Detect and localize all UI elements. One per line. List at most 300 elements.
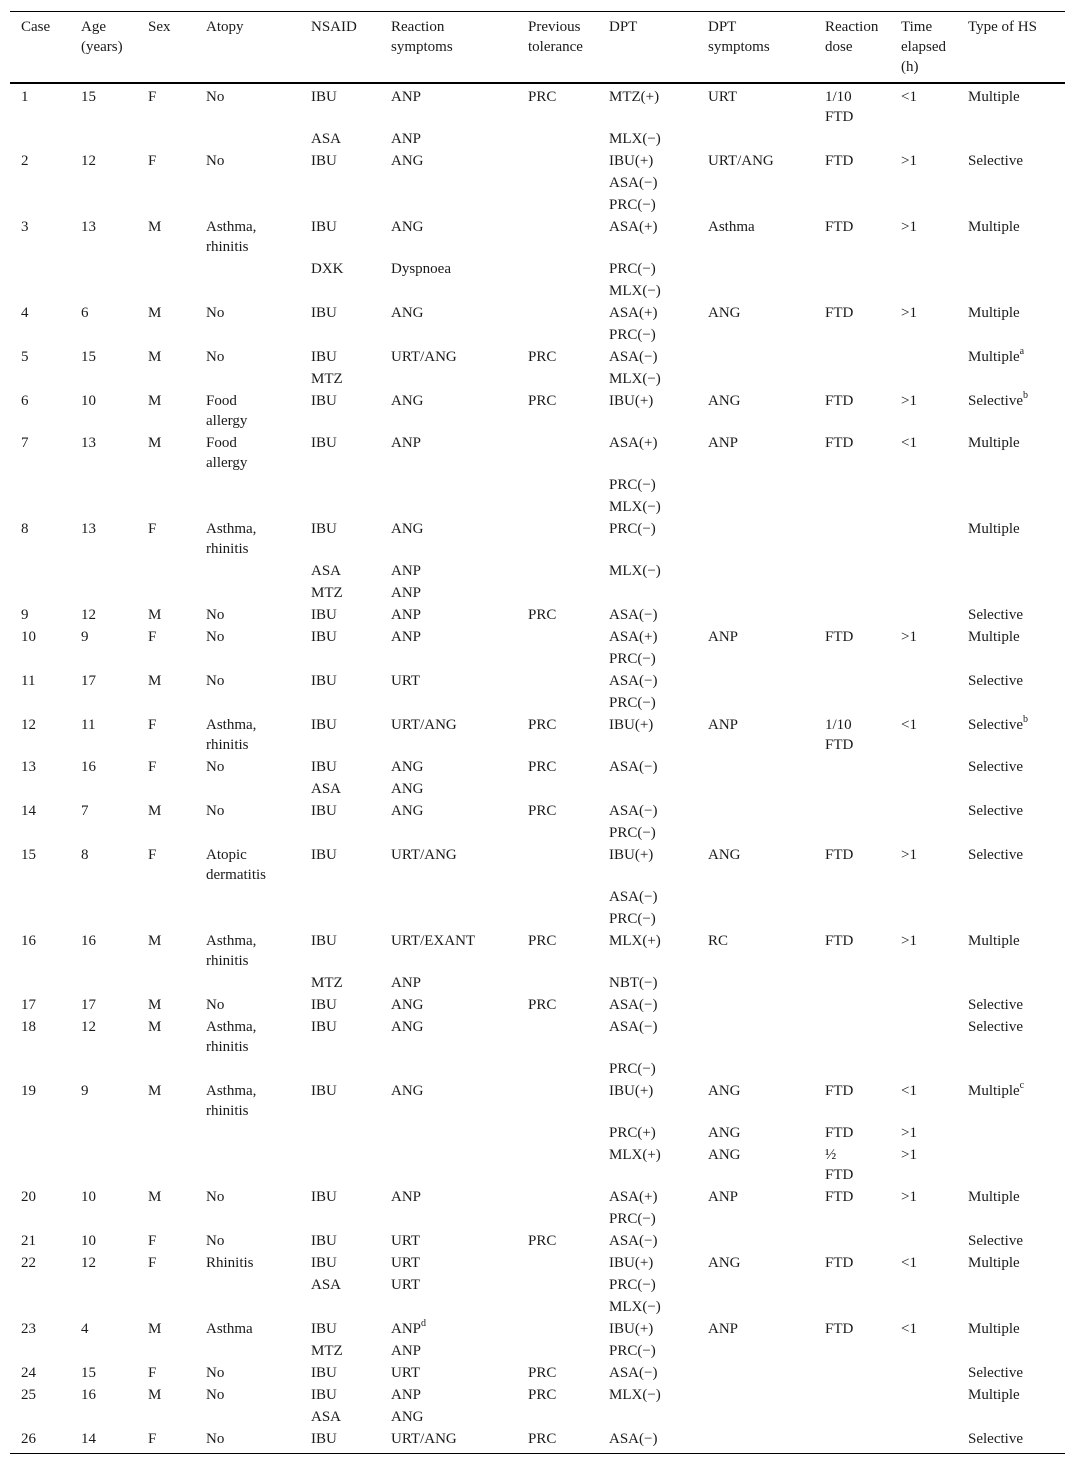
cell-text: ASA(+) xyxy=(609,305,658,321)
cell-reaction-dose xyxy=(825,1081,899,1101)
cell-text: FTD xyxy=(825,1321,854,1337)
cell-text: <1 xyxy=(901,1083,917,1099)
cell-reaction-symptoms xyxy=(391,1429,525,1449)
cell-text: IBU xyxy=(311,305,337,321)
cell-text: ANP xyxy=(391,585,422,601)
cell-reaction-symptoms xyxy=(391,303,525,323)
cell-reaction-dose xyxy=(825,1145,899,1185)
cell-atopy xyxy=(206,1017,308,1057)
cell-text: 21 xyxy=(21,1233,36,1249)
cell-dpt-symptoms xyxy=(708,303,822,323)
cell-type-of-hs xyxy=(968,1081,1063,1101)
cell-reaction-symptoms xyxy=(391,1017,525,1037)
cell-atopy xyxy=(206,1253,308,1273)
cell-text: 9 xyxy=(81,1083,89,1099)
header-dpt: DPT xyxy=(609,19,638,35)
cell-text: FTD xyxy=(825,1189,854,1205)
cell-text: ANP xyxy=(391,607,422,623)
cell-reaction-symptoms xyxy=(391,801,525,821)
cell-time-elapsed xyxy=(901,151,965,171)
cell-text: M xyxy=(148,607,162,623)
cell-dpt xyxy=(609,757,705,777)
cell-time-elapsed xyxy=(901,391,965,411)
cell-dpt xyxy=(609,1275,705,1295)
cell-text: URT/ANG xyxy=(391,847,457,863)
cell-case xyxy=(21,151,79,171)
cell-reaction-dose xyxy=(825,433,899,453)
cell-atopy xyxy=(206,217,308,257)
cell-reaction-symptoms xyxy=(391,151,525,171)
cell-text: PRC xyxy=(528,1365,557,1381)
cell-text: <1 xyxy=(901,89,917,105)
cell-text: MLX(−) xyxy=(609,499,661,515)
cell-atopy xyxy=(206,1187,308,1207)
cell-nsaid xyxy=(311,129,389,149)
cell-case xyxy=(21,931,79,951)
cell-age xyxy=(81,1385,143,1405)
cell-text: F xyxy=(148,521,157,537)
cell-dpt xyxy=(609,1297,705,1317)
cell-case xyxy=(21,995,79,1015)
cell-text: 9 xyxy=(21,607,29,623)
cell-reaction-symptoms xyxy=(391,973,525,993)
cell-time-elapsed xyxy=(901,845,965,865)
cell-text: ANG xyxy=(391,803,424,819)
cell-text: >1 xyxy=(901,153,917,169)
cell-type-of-hs xyxy=(968,605,1063,625)
cell-text: FTD xyxy=(825,393,854,409)
cell-text: PRC(−) xyxy=(609,825,656,841)
cell-nsaid xyxy=(311,779,389,799)
cell-text: 15 xyxy=(81,349,96,365)
cell-reaction-symptoms xyxy=(391,1319,525,1339)
cell-nsaid xyxy=(311,1253,389,1273)
cell-nsaid xyxy=(311,671,389,691)
cell-dpt xyxy=(609,1385,705,1405)
cell-sex xyxy=(148,519,204,539)
cell-dpt xyxy=(609,497,705,517)
cell-text: Selective xyxy=(968,1431,1023,1447)
cell-text: ANG xyxy=(708,1255,741,1271)
cell-text: 17 xyxy=(21,997,36,1013)
cell-dpt xyxy=(609,433,705,453)
cell-time-elapsed xyxy=(901,433,965,453)
cell-text: IBU xyxy=(311,393,337,409)
cell-nsaid xyxy=(311,519,389,539)
cell-text: PRC xyxy=(528,717,557,733)
cell-age xyxy=(81,151,143,171)
cell-text: IBU xyxy=(311,803,337,819)
cell-text: Multiple xyxy=(968,305,1020,321)
cell-text: Multiple xyxy=(968,89,1020,105)
header-type-of-hs: Type of HS xyxy=(968,19,1037,35)
cell-text: ANP xyxy=(708,435,739,451)
cell-text: IBU xyxy=(311,219,337,235)
cell-text: IBU xyxy=(311,1189,337,1205)
cell-reaction-symptoms xyxy=(391,715,525,735)
cell-dpt xyxy=(609,151,705,171)
cell-text: ANG xyxy=(391,1019,424,1035)
cell-reaction-dose xyxy=(825,217,899,237)
cell-type-of-hs xyxy=(968,995,1063,1015)
cell-text: Multiple xyxy=(968,1083,1020,1099)
cell-atopy xyxy=(206,303,308,323)
cell-text: PRC(−) xyxy=(609,1211,656,1227)
cell-text: ANG xyxy=(708,1083,741,1099)
cell-previous-tolerance xyxy=(528,801,606,821)
cell-previous-tolerance xyxy=(528,1363,606,1383)
cell-case xyxy=(21,1429,79,1449)
cell-text: ASA(−) xyxy=(609,997,658,1013)
cell-previous-tolerance xyxy=(528,391,606,411)
cell-dpt-symptoms xyxy=(708,1253,822,1273)
cell-type-of-hs xyxy=(968,1253,1063,1273)
cell-text: IBU xyxy=(311,629,337,645)
cell-text: MTZ(+) xyxy=(609,89,660,105)
cell-dpt xyxy=(609,887,705,907)
cell-sex xyxy=(148,151,204,171)
cell-text: No xyxy=(206,1189,225,1205)
footnote-marker: b xyxy=(1022,714,1028,725)
cell-time-elapsed xyxy=(901,217,965,237)
cell-dpt xyxy=(609,1231,705,1251)
cell-type-of-hs xyxy=(968,931,1063,951)
cell-text: Asthma, rhinitis xyxy=(206,717,257,753)
cell-case xyxy=(21,1319,79,1339)
cell-type-of-hs xyxy=(968,519,1063,539)
cell-age xyxy=(81,303,143,323)
cell-text: ANG xyxy=(708,393,741,409)
cell-nsaid xyxy=(311,973,389,993)
cell-text: PRC(−) xyxy=(609,521,656,537)
cell-text: No xyxy=(206,349,225,365)
cell-reaction-dose xyxy=(825,715,899,755)
cell-text: Selective xyxy=(968,607,1023,623)
cell-text: Multiple xyxy=(968,219,1020,235)
cell-text: URT xyxy=(708,89,738,105)
cell-text: ASA(−) xyxy=(609,175,658,191)
cell-text: PRC(−) xyxy=(609,327,656,343)
cell-text: MLX(+) xyxy=(609,1147,661,1163)
cell-text: ANG xyxy=(391,1409,424,1425)
cell-nsaid xyxy=(311,1319,389,1339)
cell-reaction-symptoms xyxy=(391,1385,525,1405)
cell-text: Selective xyxy=(968,673,1023,689)
cell-text: M xyxy=(148,1083,162,1099)
cell-text: Food allergy xyxy=(206,393,248,429)
cell-dpt xyxy=(609,715,705,735)
cell-text: Asthma, rhinitis xyxy=(206,1019,257,1055)
cell-text: No xyxy=(206,305,225,321)
cell-time-elapsed xyxy=(901,303,965,323)
cell-time-elapsed xyxy=(901,715,965,735)
cell-text: 26 xyxy=(21,1431,36,1447)
cell-text: IBU xyxy=(311,1387,337,1403)
cell-text: 8 xyxy=(21,521,29,537)
cell-nsaid xyxy=(311,303,389,323)
cell-text: FTD xyxy=(825,219,854,235)
cell-text: PRC xyxy=(528,349,557,365)
cell-text: ANP xyxy=(391,629,422,645)
cell-dpt-symptoms xyxy=(708,1123,822,1143)
cell-dpt xyxy=(609,303,705,323)
cell-text: >1 xyxy=(901,933,917,949)
cell-time-elapsed xyxy=(901,1319,965,1339)
cell-nsaid xyxy=(311,1275,389,1295)
cell-text: <1 xyxy=(901,435,917,451)
cell-reaction-symptoms xyxy=(391,605,525,625)
cell-text: PRC(−) xyxy=(609,1343,656,1359)
table-header-rule xyxy=(10,82,1065,84)
cell-sex xyxy=(148,845,204,865)
cell-nsaid xyxy=(311,369,389,389)
cell-dpt xyxy=(609,217,705,237)
cell-text: IBU xyxy=(311,933,337,949)
cell-text: IBU xyxy=(311,153,337,169)
cell-dpt xyxy=(609,129,705,149)
cell-text: F xyxy=(148,629,157,645)
cell-text: 11 xyxy=(21,673,36,689)
cell-case xyxy=(21,757,79,777)
cell-text: FTD xyxy=(825,1083,854,1099)
cell-sex xyxy=(148,1319,204,1339)
cell-reaction-symptoms xyxy=(391,583,525,603)
cell-text: ANP xyxy=(391,563,422,579)
cell-text: >1 xyxy=(901,1189,917,1205)
cell-text: ANP xyxy=(391,1321,422,1337)
cell-text: URT xyxy=(391,673,421,689)
cell-nsaid xyxy=(311,217,389,237)
cell-dpt xyxy=(609,693,705,713)
cell-text: IBU(+) xyxy=(609,1083,654,1099)
cell-reaction-symptoms xyxy=(391,627,525,647)
cell-text: PRC(+) xyxy=(609,1125,656,1141)
cell-age xyxy=(81,931,143,951)
cell-text: M xyxy=(148,997,162,1013)
cell-case xyxy=(21,347,79,367)
cell-text: FTD xyxy=(825,153,854,169)
cell-reaction-symptoms xyxy=(391,845,525,865)
cell-time-elapsed xyxy=(901,1123,965,1143)
cell-text: ANG xyxy=(391,781,424,797)
header-atopy: Atopy xyxy=(206,19,244,35)
cell-reaction-dose xyxy=(825,1319,899,1339)
cell-text: ASA(−) xyxy=(609,673,658,689)
cell-age xyxy=(81,1319,143,1339)
table-bottom-rule xyxy=(10,1453,1065,1454)
cell-text: M xyxy=(148,349,162,365)
cell-text: ASA(−) xyxy=(609,1019,658,1035)
cell-text: No xyxy=(206,1233,225,1249)
cell-dpt xyxy=(609,605,705,625)
cell-text: ANP xyxy=(708,629,739,645)
cell-text: 25 xyxy=(21,1387,36,1403)
cell-type-of-hs xyxy=(968,1187,1063,1207)
header-previous-tolerance: Previous tolerance xyxy=(528,19,583,55)
cell-text: IBU xyxy=(311,1431,337,1447)
cell-text: FTD xyxy=(825,305,854,321)
cell-text: ASA(+) xyxy=(609,1189,658,1205)
cell-age xyxy=(81,757,143,777)
cell-nsaid xyxy=(311,757,389,777)
cell-text: PRC(−) xyxy=(609,911,656,927)
cell-text: 12 xyxy=(81,607,96,623)
cell-type-of-hs xyxy=(968,1017,1063,1037)
cell-text: F xyxy=(148,717,157,733)
cell-text: IBU(+) xyxy=(609,153,654,169)
cell-reaction-dose xyxy=(825,303,899,323)
header-reaction-dose: Reaction dose xyxy=(825,19,879,55)
cell-type-of-hs xyxy=(968,1385,1063,1405)
cell-time-elapsed xyxy=(901,1187,965,1207)
cell-text: PRC xyxy=(528,803,557,819)
cell-text: 15 xyxy=(21,847,36,863)
cell-time-elapsed xyxy=(901,1145,965,1165)
cell-text: URT/ANG xyxy=(391,1431,457,1447)
cell-text: PRC(−) xyxy=(609,1277,656,1293)
cell-text: 13 xyxy=(81,219,96,235)
cell-reaction-symptoms xyxy=(391,1253,525,1273)
cell-dpt xyxy=(609,1319,705,1339)
cell-case xyxy=(21,671,79,691)
cell-text: 12 xyxy=(81,1255,96,1271)
cell-dpt xyxy=(609,281,705,301)
cell-atopy xyxy=(206,801,308,821)
cell-text: 7 xyxy=(21,435,29,451)
cell-nsaid xyxy=(311,1341,389,1361)
cell-dpt xyxy=(609,1341,705,1361)
cell-text: M xyxy=(148,803,162,819)
cell-text: Multiple xyxy=(968,1321,1020,1337)
cell-reaction-symptoms xyxy=(391,87,525,107)
cell-text: MTZ xyxy=(311,371,343,387)
cell-sex xyxy=(148,1081,204,1101)
cell-text: Selective xyxy=(968,1019,1023,1035)
cell-text: MTZ xyxy=(311,585,343,601)
cell-text: Selective xyxy=(968,717,1023,733)
table-top-rule xyxy=(10,11,1065,12)
cell-dpt xyxy=(609,561,705,581)
cell-nsaid xyxy=(311,1081,389,1101)
cell-text: ANP xyxy=(391,131,422,147)
cell-text: ANG xyxy=(391,759,424,775)
cell-text: F xyxy=(148,759,157,775)
cell-text: 6 xyxy=(21,393,29,409)
cell-atopy xyxy=(206,347,308,367)
cell-age xyxy=(81,1081,143,1101)
cell-text: URT/EXANT xyxy=(391,933,476,949)
cell-dpt xyxy=(609,1123,705,1143)
cell-dpt xyxy=(609,391,705,411)
cell-text: IBU xyxy=(311,89,337,105)
cell-atopy xyxy=(206,845,308,885)
cell-text: ASA(+) xyxy=(609,219,658,235)
cell-text: F xyxy=(148,89,157,105)
cell-text: Selective xyxy=(968,1365,1023,1381)
cell-text: Food allergy xyxy=(206,435,248,471)
cell-dpt-symptoms xyxy=(708,931,822,951)
cell-text: URT/ANG xyxy=(391,717,457,733)
cell-nsaid xyxy=(311,715,389,735)
cell-reaction-dose xyxy=(825,391,899,411)
cell-text: 13 xyxy=(21,759,36,775)
cell-nsaid xyxy=(311,583,389,603)
cell-text: IBU(+) xyxy=(609,393,654,409)
cell-dpt xyxy=(609,973,705,993)
cell-sex xyxy=(148,1429,204,1449)
cell-case xyxy=(21,845,79,865)
cell-time-elapsed xyxy=(901,87,965,107)
cell-case xyxy=(21,1253,79,1273)
cell-type-of-hs xyxy=(968,1363,1063,1383)
cell-text: 16 xyxy=(81,933,96,949)
cell-age xyxy=(81,671,143,691)
cell-text: ANG xyxy=(708,1147,741,1163)
cell-sex xyxy=(148,995,204,1015)
cell-dpt xyxy=(609,909,705,929)
cell-reaction-symptoms xyxy=(391,129,525,149)
cell-text: Asthma xyxy=(708,219,755,235)
cell-dpt xyxy=(609,475,705,495)
cell-text: PRC(−) xyxy=(609,477,656,493)
cell-text: PRC xyxy=(528,933,557,949)
cell-text: F xyxy=(148,1255,157,1271)
cell-sex xyxy=(148,605,204,625)
cell-reaction-symptoms xyxy=(391,1275,525,1295)
cell-text: F xyxy=(148,1233,157,1249)
cell-reaction-symptoms xyxy=(391,347,525,367)
cell-text: 17 xyxy=(81,997,96,1013)
cell-atopy xyxy=(206,627,308,647)
cell-dpt xyxy=(609,325,705,345)
cell-text: ASA xyxy=(311,563,342,579)
cell-text: IBU xyxy=(311,717,337,733)
cell-case xyxy=(21,1017,79,1037)
cell-text: No xyxy=(206,1387,225,1403)
cell-text: MLX(−) xyxy=(609,1387,661,1403)
cell-text: ANP xyxy=(708,1321,739,1337)
cell-nsaid xyxy=(311,1407,389,1427)
cell-text: 10 xyxy=(21,629,36,645)
cell-text: Selective xyxy=(968,847,1023,863)
cell-type-of-hs xyxy=(968,391,1063,411)
cell-nsaid xyxy=(311,1385,389,1405)
cell-text: 2 xyxy=(21,153,29,169)
cell-reaction-dose xyxy=(825,845,899,865)
cell-nsaid xyxy=(311,259,389,279)
cell-age xyxy=(81,1017,143,1037)
cell-reaction-symptoms xyxy=(391,757,525,777)
cell-type-of-hs xyxy=(968,217,1063,237)
cell-text: Dyspnoea xyxy=(391,261,451,277)
cell-text: >1 xyxy=(901,393,917,409)
cell-case xyxy=(21,801,79,821)
cell-age xyxy=(81,1231,143,1251)
cell-text: ANP xyxy=(391,975,422,991)
cell-text: PRC(−) xyxy=(609,1061,656,1077)
cell-text: ASA(−) xyxy=(609,349,658,365)
cell-reaction-dose xyxy=(825,87,899,127)
cell-text: PRC(−) xyxy=(609,261,656,277)
cell-text: Multiple xyxy=(968,933,1020,949)
cell-nsaid xyxy=(311,561,389,581)
header-dpt-symptoms: DPT symptoms xyxy=(708,19,770,55)
cell-case xyxy=(21,1385,79,1405)
cell-case xyxy=(21,1081,79,1101)
cell-dpt xyxy=(609,1017,705,1037)
cell-text: M xyxy=(148,1019,162,1035)
cell-text: IBU xyxy=(311,1233,337,1249)
